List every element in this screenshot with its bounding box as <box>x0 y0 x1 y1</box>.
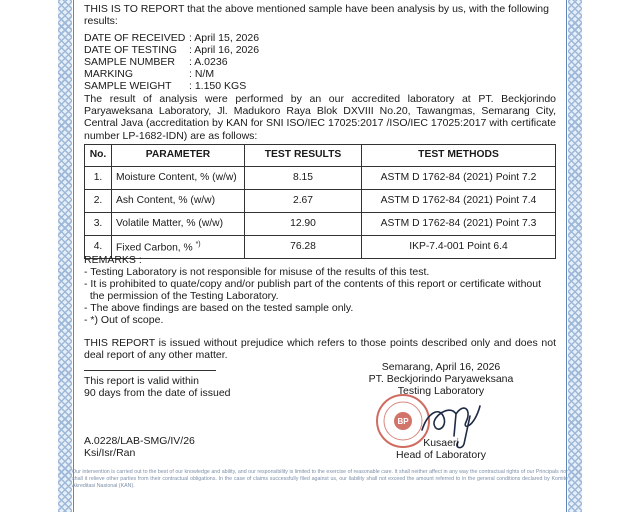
info-value: : April 15, 2026 <box>189 32 260 44</box>
info-row-date-testing <box>84 44 384 56</box>
info-value: : April 16, 2026 <box>189 44 260 56</box>
info-value: : N/M <box>189 68 215 80</box>
info-label: SAMPLE NUMBER <box>84 56 176 68</box>
cell-method: ASTM D 1762-84 (2021) Point 7.3 <box>362 213 556 236</box>
info-value: : A.0236 <box>189 56 228 68</box>
cell-parameter: Moisture Content, % (w/w) <box>112 167 245 190</box>
border-line-right <box>566 0 567 512</box>
cell-no: 3. <box>85 213 112 236</box>
security-border-right <box>568 0 582 512</box>
validity-line-2: 90 days from the date of issued <box>84 387 231 399</box>
signature-place-date: Semarang, April 16, 2026 <box>381 361 501 373</box>
header-test-results: TEST RESULTS <box>245 145 362 167</box>
signatory-name: Kusaeri <box>423 437 459 449</box>
header-no: No. <box>85 145 112 167</box>
remark-item: the permission of the Testing Laboratory. <box>84 290 279 302</box>
cell-method: IKP-7.4-001 Point 6.4 <box>362 236 556 259</box>
cell-result: 76.28 <box>245 236 362 259</box>
signature-company: PT. Beckjorindo Paryaweksana <box>368 373 514 385</box>
table-header-row <box>85 145 556 167</box>
doc-reference: A.0228/LAB-SMG/IV/26 <box>84 435 195 447</box>
info-row-date-received <box>84 32 384 44</box>
remark-item: - It is prohibited to quate/copy and/or publish part of the contents of this report or certificate without <box>84 278 542 290</box>
validity-line-1: This report is valid within <box>84 375 199 387</box>
info-row-sample-number <box>84 56 384 68</box>
info-row-sample-weight <box>84 80 384 92</box>
svg-text:BP: BP <box>397 417 409 426</box>
signatory-title: Head of Laboratory <box>396 449 486 461</box>
header-test-methods: TEST METHODS <box>362 145 556 167</box>
results-table <box>84 144 556 259</box>
cell-no: 2. <box>85 190 112 213</box>
cell-result: 2.67 <box>245 190 362 213</box>
disclaimer-text: THIS REPORT is issued without prejudice which refers to those points described only and does not deal report of any other matter. <box>84 337 556 362</box>
cell-method: ASTM D 1762-84 (2021) Point 7.2 <box>362 167 556 190</box>
parameter-text: Fixed Carbon, % <box>116 242 196 254</box>
info-label: MARKING <box>84 68 134 80</box>
cell-result: 8.15 <box>245 167 362 190</box>
table-row <box>85 213 556 236</box>
footer-note: Our intervention is carried out to the best of our knowledge and ability, and our responsibility is limited to the exercise of reasonable care. It shall neither affect in any way the contractual rights of our Principals nor shall it relieve other parties from their contractual obligations. In the case of claims successfully filed against us, our liability shall not exceed the amount referred to in the general conditions declared by Komite Akreditasi Nasional (KAN). <box>72 469 568 489</box>
intro-text: THIS IS TO REPORT that the above mentioned sample have been analysis by us, with the following results: <box>84 3 549 28</box>
out-of-scope-mark: *) <box>195 241 201 249</box>
cell-parameter: Volatile Matter, % (w/w) <box>112 213 245 236</box>
cell-method: ASTM D 1762-84 (2021) Point 7.4 <box>362 190 556 213</box>
security-border-left <box>58 0 72 512</box>
doc-initials: Ksi/Isr/Ran <box>84 447 136 459</box>
info-label: SAMPLE WEIGHT <box>84 80 172 92</box>
validity-divider <box>84 370 216 371</box>
cell-result: 12.90 <box>245 213 362 236</box>
info-label: DATE OF RECEIVED <box>84 32 186 44</box>
border-line-left <box>73 0 74 512</box>
remark-item: - The above findings are based on the tested sample only. <box>84 302 354 314</box>
info-value: : 1.150 KGS <box>189 80 247 92</box>
cell-parameter: Ash Content, % (w/w) <box>112 190 245 213</box>
table-row <box>85 190 556 213</box>
remark-item: - Testing Laboratory is not responsible for misuse of the results of this test. <box>84 266 430 278</box>
table-row <box>85 167 556 190</box>
remarks-title: REMARKS : <box>84 254 142 266</box>
header-parameter: PARAMETER <box>112 145 245 167</box>
cell-no: 1. <box>85 167 112 190</box>
remark-item: - *) Out of scope. <box>84 314 164 326</box>
cell-no: 4. <box>85 236 112 259</box>
analysis-paragraph: The result of analysis were performed by an our accredited laboratory at PT. Beckjorindo Paryaweksana Laboratory, Jl. Madukoro Raya Blok DXVIII No.20, Tawangmas, Semarang City, Central Java (accreditation by KAN for SNI ISO/IEC 17025:2017 /ISO/IEC 17025:2017 with certificate number LP-1682-IDN) are as follows: <box>84 93 556 142</box>
info-row-marking <box>84 68 384 80</box>
info-label: DATE OF TESTING <box>84 44 177 56</box>
signature-lab: Testing Laboratory <box>397 385 485 397</box>
